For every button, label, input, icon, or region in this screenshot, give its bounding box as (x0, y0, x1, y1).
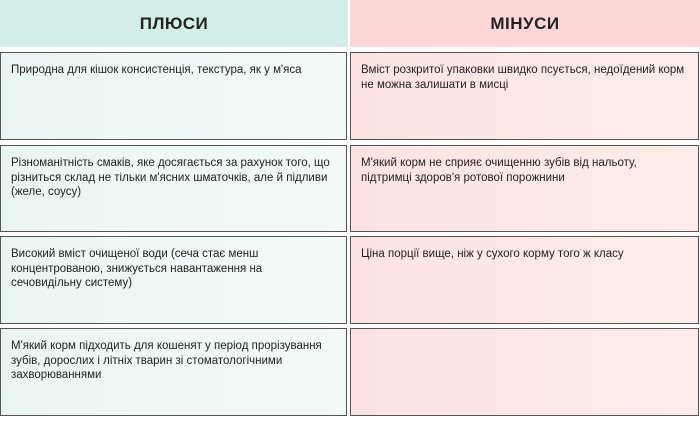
pros-cell-4: М'який корм підходить для кошенят у період прорізування зубів, дорослих і літніх тварин зі стоматологічними захворюваннями (0, 328, 347, 416)
pros-column (0, 0, 348, 381)
cons-cell-3: Ціна порції вище, ніж у сухого корму того ж класу (350, 236, 699, 324)
cons-header: МІНУСИ (350, 0, 700, 47)
cons-cell-1: Вміст розкритої упаковки швидко псується, недоїдений корм не можна залишати в мисці (350, 52, 699, 140)
cons-column (350, 0, 700, 260)
pros-cell-3: Високий вміст очищеної води (сеча стає менш концентрованою, знижується навантаження на сечовидільну систему) (0, 236, 347, 324)
cons-cell-2: М'який корм не сприяє очищенню зубів від нальоту, підтримці здоров'я ротової порожнини (350, 145, 699, 232)
pros-cell-2: Різноманітність смаків, яке досягається за рахунок того, що різниться склад не тільки м'ясних шматочків, але й підливи (желе, соусу) (0, 145, 347, 232)
cons-cell-4 (350, 328, 699, 416)
pros-cell-1: Природна для кішок консистенція, текстура, як у м'яса (0, 52, 347, 140)
pros-header: ПЛЮСИ (0, 0, 348, 47)
